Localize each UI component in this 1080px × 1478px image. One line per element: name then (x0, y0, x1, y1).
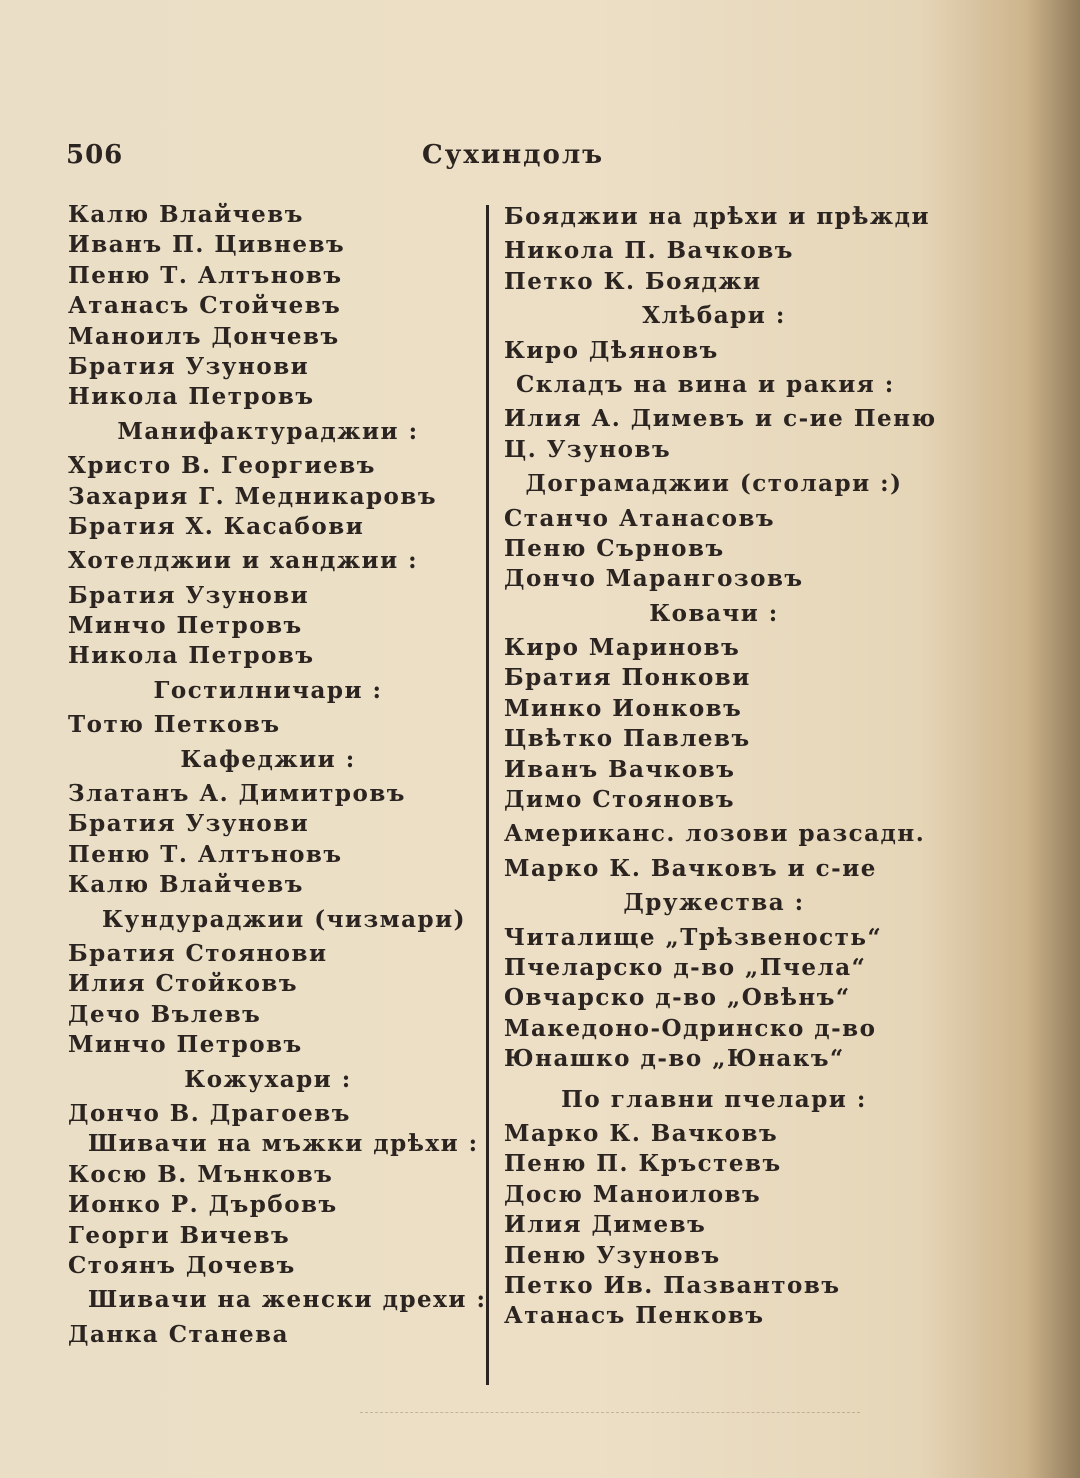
section-heading: Шивачи на мъжки дрѣхи : (88, 1130, 479, 1158)
entry: Илия А. Димевъ и с-ие Пеню (504, 405, 937, 433)
entry: Братия Узунови (68, 581, 310, 609)
entry: Димо Стояновъ (504, 786, 736, 814)
left-column (68, 200, 487, 1350)
running-title: Сухиндолъ (422, 140, 605, 170)
section-heading: Дружества : (623, 889, 805, 917)
entry: Цвѣтко Павлевъ (504, 725, 751, 753)
entry: Илия Стойковъ (68, 970, 299, 998)
section-heading: Гостилничари : (153, 676, 383, 704)
entry: Овчарско д-во „Овѣнъ“ (504, 984, 851, 1012)
entry: Ц. Узуновъ (504, 435, 672, 463)
entry: Петко К. Бояджи (504, 267, 762, 295)
entry: Христо В. Георгиевъ (68, 452, 376, 480)
entry: Иванъ Вачковъ (504, 755, 736, 783)
entry: Станчо Атанасовъ (504, 504, 776, 532)
entry: Никола Петровъ (68, 642, 315, 670)
entry: Досю Маноиловъ (504, 1180, 762, 1208)
entry: Тотю Петковъ (68, 711, 281, 739)
column-divider (486, 205, 489, 1385)
entry: Петко Ив. Пазвантовъ (504, 1271, 841, 1299)
page-number: 506 (66, 140, 124, 170)
page-header (66, 140, 946, 180)
footer-rule (360, 1412, 860, 1414)
entry: Македоно-Одринско д-во (504, 1014, 877, 1042)
entry: Пеню Сърновъ (504, 534, 725, 562)
entry: Братия Стоянови (68, 939, 328, 967)
section-heading: Хотелджии и ханджии : (68, 547, 419, 575)
entry: Пчеларско д-во „Пчела“ (504, 953, 867, 981)
entry: Маноилъ Дончевъ (68, 322, 340, 350)
entry: Читалище „Трѣзвеность“ (504, 923, 883, 951)
entry: Калю Влайчевъ (68, 201, 304, 228)
entry: Никола Петровъ (68, 383, 315, 411)
entry: Минчо Петровъ (68, 1031, 303, 1059)
entry: Минко Ионковъ (504, 694, 743, 722)
section-heading: По главни пчелари : (561, 1085, 867, 1113)
entry: Атанасъ Стойчевъ (68, 292, 342, 320)
entry: Пеню Т. Алтъновъ (68, 840, 343, 868)
entry: Пеню П. Кръстевъ (504, 1150, 782, 1178)
entry: Юнашко д-во „Юнакъ“ (504, 1045, 845, 1073)
entry: Георги Вичевъ (68, 1221, 291, 1249)
entry: Ионко Р. Дърбовъ (68, 1191, 338, 1219)
section-heading: Американс. лозови разсадн. (504, 820, 926, 848)
entry: Дечо Вълевъ (68, 1000, 262, 1028)
section-heading: Шивачи на женски дрехи : (88, 1286, 487, 1314)
entry: Братия Х. Касабови (68, 512, 365, 540)
entry: Косю В. Мънковъ (68, 1160, 334, 1188)
entry: Марко К. Вачковъ и с-ие (504, 854, 877, 882)
entry: Братия Узунови (68, 810, 310, 838)
entry: Братия Понкови (504, 664, 751, 692)
entry: Дончо Марангозовъ (504, 565, 804, 593)
entry: Данка Станева (68, 1320, 290, 1348)
entry: Никола П. Вачковъ (504, 237, 794, 265)
entry: Стоянъ Дочевъ (68, 1251, 296, 1279)
right-column (504, 200, 937, 1332)
entry: Илия Димевъ (504, 1211, 707, 1239)
spacer (504, 1075, 924, 1081)
entry: Дончо В. Драгоевъ (68, 1099, 351, 1127)
entry: Златанъ А. Димитровъ (68, 780, 406, 808)
entry: Братия Узунови (68, 352, 310, 380)
entry: Пеню Т. Алтъновъ (68, 261, 343, 289)
section-heading: Дограмаджии (столари :) (525, 470, 903, 498)
section-heading: Ковачи : (649, 599, 779, 627)
entry: Минчо Петровъ (68, 612, 303, 640)
section-heading: Кафеджии : (180, 745, 356, 773)
section-heading: Складъ на вина и ракия : (516, 370, 895, 398)
entry: Атанасъ Пенковъ (504, 1302, 765, 1330)
entry: Марко К. Вачковъ (504, 1119, 779, 1147)
entry: Киро Мариновъ (504, 634, 741, 662)
section-heading: Хлѣбари : (642, 302, 786, 330)
section-heading: Кожухари : (184, 1065, 352, 1093)
entry: Иванъ П. Цивневъ (68, 231, 346, 259)
section-heading: Бояджии на дрѣхи и прѣжди (504, 203, 931, 230)
entry: Калю Влайчевъ (68, 871, 304, 899)
entry: Пеню Узуновъ (504, 1241, 721, 1269)
entry: Захария Г. Медникаровъ (68, 482, 438, 510)
entry: Киро Дѣяновъ (504, 336, 719, 364)
section-heading: Кундураджии (чизмари) (102, 905, 467, 933)
section-heading: Манифактураджии : (117, 417, 419, 445)
